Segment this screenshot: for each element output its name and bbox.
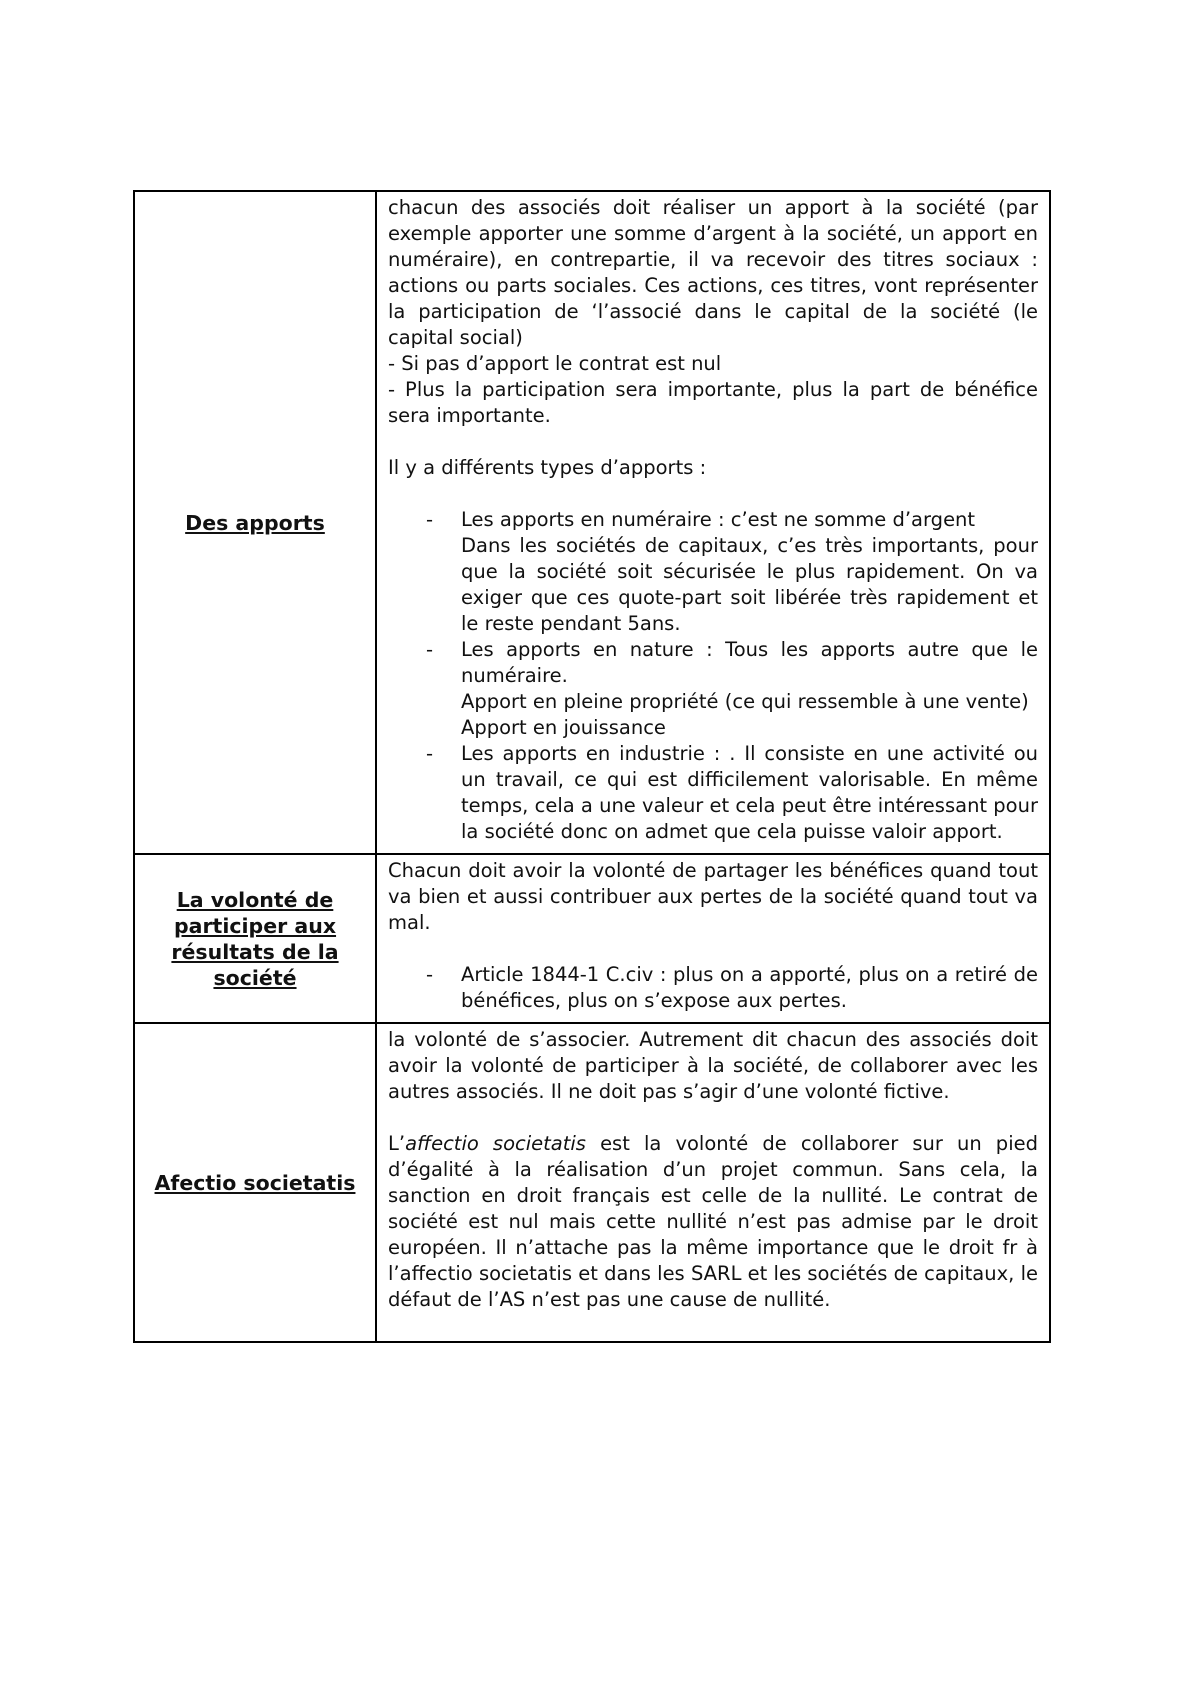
apports-rule-participation: - Plus la participation sera importante, plus la part de bénéfice sera importante.	[388, 378, 1038, 427]
affectio-rest: est la volonté de collaborer sur un pied d’égalité à la réalisation d’un projet commun. Sans cela, la sanction en droit français est celle de la nullité. Le contrat de société est nul mais cette nullité n’est pas admise par le droit européen. Il n’attache pas la même importance que le droit fr à l’affectio societatis et dans les SARL et les sociétés de capitaux, le défaut de l’AS n’est pas une cause de nullité.	[388, 1132, 1038, 1311]
row-content-cell	[376, 191, 1050, 854]
row-label-cell	[134, 191, 376, 854]
row-content-cell	[376, 854, 1050, 1023]
volonte-paragraph: Chacun doit avoir la volonté de partager les bénéfices quand tout va bien et aussi contribuer aux pertes de la société quand tout va mal.	[388, 859, 1038, 934]
apports-types-heading: Il y a différents types d’apports :	[388, 456, 707, 479]
item-numeraire-detail: Dans les sociétés de capitaux, c’es très importants, pour que la société soit sécurisée le plus rapidement. On va exiger que ces quote-part soit libérée très rapidement et le reste pendant 5ans.	[461, 534, 1038, 635]
apports-rule-nul: - Si pas d’apport le contrat est nul	[388, 352, 722, 375]
item-numeraire-title: - Les apports en numéraire : c’est ne somme d’argent	[461, 508, 976, 531]
item-industrie: - Les apports en industrie : . Il consiste en une activité ou un travail, ce qui est difficilement valorisable. En même temps, cela a une valeur et cela peut être intéressant pour la société donc on admet que cela puisse valoir apport.	[461, 742, 1038, 843]
affectio-paragraph-2	[388, 1131, 1038, 1313]
row-content-cell	[376, 1023, 1050, 1342]
affectio-italic-term: affectio societatis	[405, 1132, 586, 1155]
table-row-apports	[134, 191, 1050, 854]
article-1844-1: - Article 1844-1 C.civ : plus on a apporté, plus on a retiré de bénéfices, plus on s’expose aux pertes.	[461, 963, 1038, 1012]
row-label-apports: Des apports	[185, 510, 325, 535]
table-row-affectio	[134, 1023, 1050, 1342]
row-label-cell	[134, 1023, 376, 1342]
document-table	[133, 190, 1051, 1343]
row-label-volonte: La volonté de participer aux résultats de la société	[171, 887, 339, 990]
volonte-list	[388, 962, 1038, 1014]
row-label-cell	[134, 854, 376, 1023]
item-nature-pleine-propriete: Apport en pleine propriété (ce qui ressemble à une vente)	[461, 690, 1029, 713]
list-item	[388, 741, 1038, 845]
affectio-paragraph-1: la volonté de s’associer. Autrement dit chacun des associés doit avoir la volonté de participer à la société, de collaborer avec les autres associés. Il ne doit pas s’agir d’une volonté fictive.	[388, 1028, 1038, 1103]
table-row-volonte	[134, 854, 1050, 1023]
row-label-affectio: Afectio societatis	[154, 1170, 356, 1195]
list-item	[388, 962, 1038, 1014]
list-item	[388, 637, 1038, 741]
item-nature-title: - Les apports en nature : Tous les apports autre que le numéraire.	[461, 638, 1038, 687]
affectio-prefix: L’	[388, 1132, 406, 1155]
list-item	[388, 507, 1038, 637]
item-nature-jouissance: Apport en jouissance	[461, 716, 666, 739]
apports-intro-paragraph: chacun des associés doit réaliser un apport à la société (par exemple apporter une somme d’argent à la société, un apport en numéraire), en contrepartie, il va recevoir des titres sociaux : actions ou parts sociales. Ces actions, ces titres, vont représenter la participation de ‘l’associé dans le capital de la société (le capital social)	[388, 196, 1038, 349]
apports-types-list	[388, 507, 1038, 845]
